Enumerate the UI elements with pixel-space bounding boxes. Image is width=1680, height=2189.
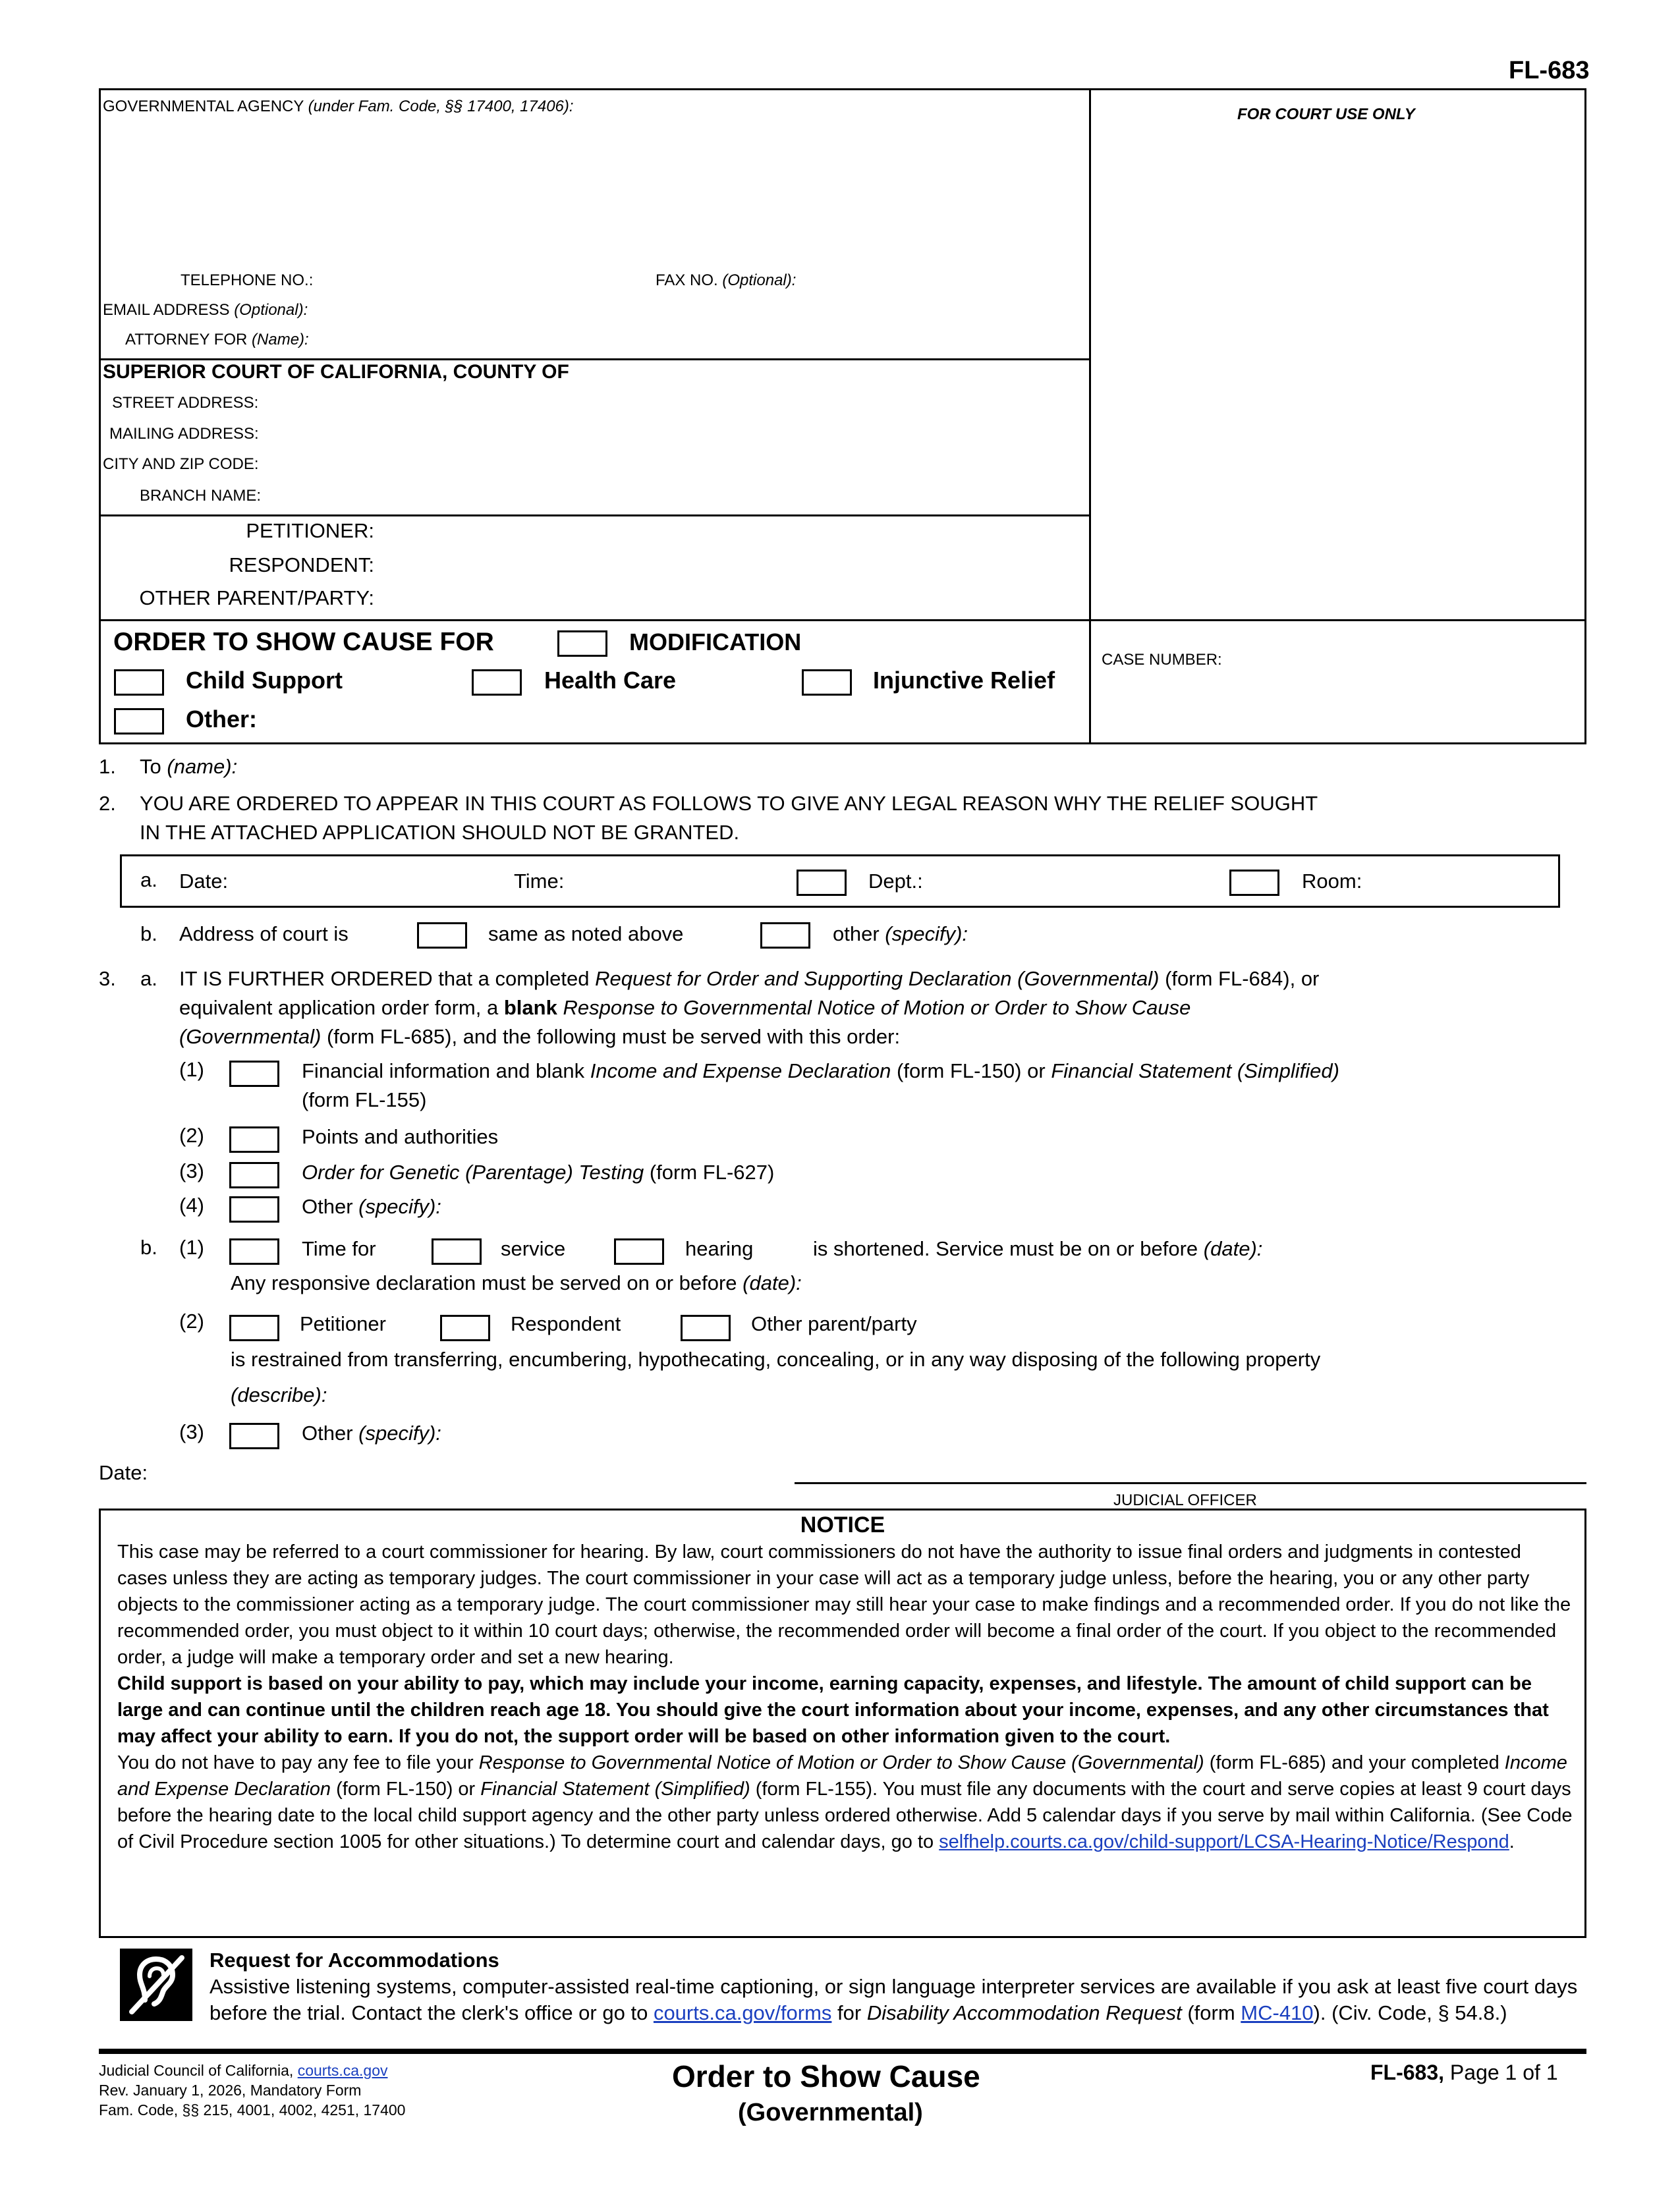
health-care-checkbox[interactable]: [472, 669, 522, 696]
points-checkbox[interactable]: [229, 1126, 279, 1153]
same-address-checkbox[interactable]: [417, 922, 467, 949]
dept-checkbox[interactable]: [797, 870, 847, 896]
shortened-label: is shortened. Service must be on or before (date):: [813, 1237, 1263, 1260]
footer-rule: [99, 2049, 1586, 2054]
item-3a3-number: (3): [179, 1159, 204, 1182]
footer-page: FL-683, Page 1 of 1: [1370, 2061, 1558, 2084]
mailing-address-label: MAILING ADDRESS:: [109, 425, 259, 443]
item-1-to: To (name):: [140, 755, 238, 778]
judicial-officer-label: JUDICIAL OFFICER: [1113, 1491, 1257, 1509]
financial-info-label: Financial information and blank Income and Expense Declaration (form FL-150) or Financial Statement (Simplified): [302, 1059, 1339, 1082]
accommodations-title: Request for Accommodations: [210, 1949, 499, 1972]
injunctive-relief-checkbox[interactable]: [802, 669, 852, 696]
item-3-number: 3.: [99, 967, 116, 990]
footer-code: Fam. Code, §§ 215, 4001, 4002, 4251, 17400: [99, 2101, 406, 2119]
item-3b-letter: b.: [140, 1236, 157, 1259]
footer-courts-link[interactable]: courts.ca.gov: [297, 2062, 388, 2079]
item-3b2-number: (2): [179, 1310, 204, 1333]
hearing-checkbox[interactable]: [614, 1238, 664, 1265]
restrained-petitioner-label: Petitioner: [300, 1312, 386, 1335]
footer-council: Judicial Council of California, courts.ca.gov: [99, 2062, 388, 2079]
signature-line: [795, 1482, 1586, 1484]
hearing-label: hearing: [685, 1237, 754, 1260]
branch-name-label: BRANCH NAME:: [140, 487, 262, 505]
restrained-respondent-checkbox[interactable]: [440, 1315, 490, 1341]
signature-date-label: Date:: [99, 1461, 148, 1484]
fax-label: FAX NO. (Optional):: [656, 271, 797, 289]
item-2-number: 2.: [99, 792, 116, 815]
restrained-other-checkbox[interactable]: [681, 1315, 731, 1341]
footer-title: Order to Show Cause: [672, 2059, 980, 2093]
describe-label: (describe):: [231, 1383, 327, 1406]
other-order-label: Other:: [186, 706, 257, 733]
restrained-other-label: Other parent/party: [751, 1312, 917, 1335]
modification-checkbox[interactable]: [557, 630, 607, 657]
genetic-testing-label: Order for Genetic (Parentage) Testing (form FL-627): [302, 1161, 775, 1184]
same-address-label: same as noted above: [488, 922, 684, 945]
notice-para-3: You do not have to pay any fee to file your Response to Governmental Notice of Motion or Order to Show Cause (Governmental) (form FL-685) and your completed Income and Expense Declaration (form FL-150) or Financial Statement (Simplified) (form FL-155). You must file any documents with the court and serve copies at least 9 court days before the hearing date to the local child support agency and the other party unless ordered otherwise. Add 5 calendar days if you serve by mail within California. (See Code of Civil Procedure section 1005 for other situations.) To determine court and calendar days, go to selfhelp.courts.ca.gov/child-support/LCSA-Hearing-Notice/Respond.: [117, 1752, 1573, 1852]
footer-subtitle: (Governmental): [738, 2099, 923, 2126]
item-2b-letter: b.: [140, 922, 157, 945]
health-care-label: Health Care: [544, 667, 677, 694]
hearing-time-label: Time:: [514, 870, 565, 893]
time-for-label: Time for: [302, 1237, 376, 1260]
item-3a-letter: a.: [140, 967, 157, 990]
assistive-listening-icon: [120, 1949, 192, 2021]
notice-body: [117, 1539, 1575, 1855]
genetic-testing-checkbox[interactable]: [229, 1162, 279, 1188]
telephone-label: TELEPHONE NO.:: [181, 271, 314, 289]
other-address-checkbox[interactable]: [760, 922, 810, 949]
item-3a-line1: IT IS FURTHER ORDERED that a completed Request for Order and Supporting Declaration (Governmental) (form FL-684), or: [179, 967, 1320, 990]
address-court-label: Address of court is: [179, 922, 349, 945]
service-checkbox[interactable]: [432, 1238, 482, 1265]
attorney-for-label: ATTORNEY FOR (Name):: [125, 331, 309, 348]
restrained-petitioner-checkbox[interactable]: [229, 1315, 279, 1341]
footer-rev: Rev. January 1, 2026, Mandatory Form: [99, 2082, 362, 2099]
mc410-link[interactable]: MC-410: [1241, 2001, 1314, 2024]
time-for-checkbox[interactable]: [229, 1238, 279, 1265]
respondent-label: RESPONDENT:: [229, 553, 374, 576]
item-1-number: 1.: [99, 755, 116, 778]
order-title: ORDER TO SHOW CAUSE FOR: [113, 628, 494, 656]
agency-label: GOVERNMENTAL AGENCY (under Fam. Code, §§ 17400, 17406):: [103, 97, 574, 115]
service-label: service: [501, 1237, 566, 1260]
court-use-only: FOR COURT USE ONLY: [1237, 105, 1415, 123]
hearing-date-label: Date:: [179, 870, 229, 893]
room-label: Room:: [1302, 870, 1362, 893]
court-title: SUPERIOR COURT OF CALIFORNIA, COUNTY OF: [103, 361, 569, 383]
restrained-respondent-label: Respondent: [511, 1312, 621, 1335]
petitioner-label: PETITIONER:: [246, 519, 374, 542]
injunctive-relief-label: Injunctive Relief: [873, 667, 1055, 694]
item-2-line2: IN THE ATTACHED APPLICATION SHOULD NOT BE GRANTED.: [140, 821, 740, 844]
financial-info-checkbox[interactable]: [229, 1061, 279, 1087]
item-3b3-number: (3): [179, 1420, 204, 1443]
street-address-label: STREET ADDRESS:: [112, 394, 259, 412]
child-support-label: Child Support: [186, 667, 343, 694]
item-3a4-number: (4): [179, 1194, 204, 1217]
item-3a2-number: (2): [179, 1124, 204, 1147]
notice-para-1: This case may be referred to a court commissioner for hearing. By law, court commissioners do not have the authority to issue final orders and judgments in contested cases unless they are acting as temporary judges. The court commissioner in your case will act as a temporary judge unless, before the hearing, you or any other party objects to the commissioner acting as a temporary judge. The court commissioner may still hear your case to make findings and a recommended order. If you do not like the recommended order, you must object to it within 10 court days; otherwise, the recommended order will become a final order of the court. If you object to the recommended order, a judge will make a temporary order and set a new hearing.: [117, 1541, 1571, 1668]
other-order-checkbox[interactable]: [114, 708, 164, 734]
form-number-top: FL-683: [1509, 57, 1590, 84]
dept-label: Dept.:: [868, 870, 923, 893]
item-2-line1: YOU ARE ORDERED TO APPEAR IN THIS COURT AS FOLLOWS TO GIVE ANY LEGAL REASON WHY THE RELIEF SOUGHT: [140, 792, 1318, 815]
item-3a-line2: equivalent application order form, a blank Response to Governmental Notice of Motion or Order to Show Cause: [179, 996, 1191, 1019]
forms-link[interactable]: courts.ca.gov/forms: [653, 2001, 832, 2024]
other-3b3-label: Other (specify):: [302, 1422, 441, 1445]
caption-divider: [1089, 88, 1091, 744]
modification-label: MODIFICATION: [629, 628, 802, 655]
item-3a1-number: (1): [179, 1058, 204, 1081]
responsive-label: Any responsive declaration must be served on or before (date):: [231, 1271, 802, 1294]
other-address-label: other (specify):: [833, 922, 968, 945]
other-3a4-checkbox[interactable]: [229, 1196, 279, 1223]
city-zip-label: CITY AND ZIP CODE:: [103, 455, 259, 473]
restrained-text: is restrained from transferring, encumbering, hypothecating, concealing, or in any way disposing of the following property: [231, 1348, 1321, 1371]
item-3a-line3: (Governmental) (form FL-685), and the following must be served with this order:: [179, 1025, 901, 1048]
notice-title: NOTICE: [800, 1512, 885, 1538]
child-support-checkbox[interactable]: [114, 669, 164, 696]
other-3b3-checkbox[interactable]: [229, 1423, 279, 1449]
item-2a-letter: a.: [140, 868, 157, 891]
room-checkbox[interactable]: [1229, 870, 1279, 896]
other-3a4-label: Other (specify):: [302, 1195, 441, 1218]
points-label: Points and authorities: [302, 1125, 499, 1148]
notice-para-2: Child support is based on your ability to pay, which may include your income, earning capacity, expenses, and lifestyle. The amount of child support can be large and can continue until the children reach age 18. You should give the court information about your income, expenses, and any other circumstances that may affect your ability to earn. If you do not, the support order will be based on other information given to the court.: [117, 1673, 1549, 1747]
selfhelp-link[interactable]: selfhelp.courts.ca.gov/child-support/LCSA-Hearing-Notice/Respond: [939, 1831, 1509, 1852]
case-number-label: CASE NUMBER:: [1102, 651, 1222, 669]
item-3b1-number: (1): [179, 1236, 204, 1259]
accommodations-text: Assistive listening systems, computer-assisted real-time captioning, or sign language interpreter services are available if you ask at least five court days before the trial. Contact the clerk's office or go to courts.ca.gov/forms for Disability Accommodation Request (form MC-410). (Civ. Code, § 54.8.): [210, 1975, 1578, 2024]
other-parent-label: OTHER PARENT/PARTY:: [139, 586, 374, 609]
financial-info-form: (form FL-155): [302, 1088, 427, 1111]
email-label: EMAIL ADDRESS (Optional):: [103, 301, 308, 319]
